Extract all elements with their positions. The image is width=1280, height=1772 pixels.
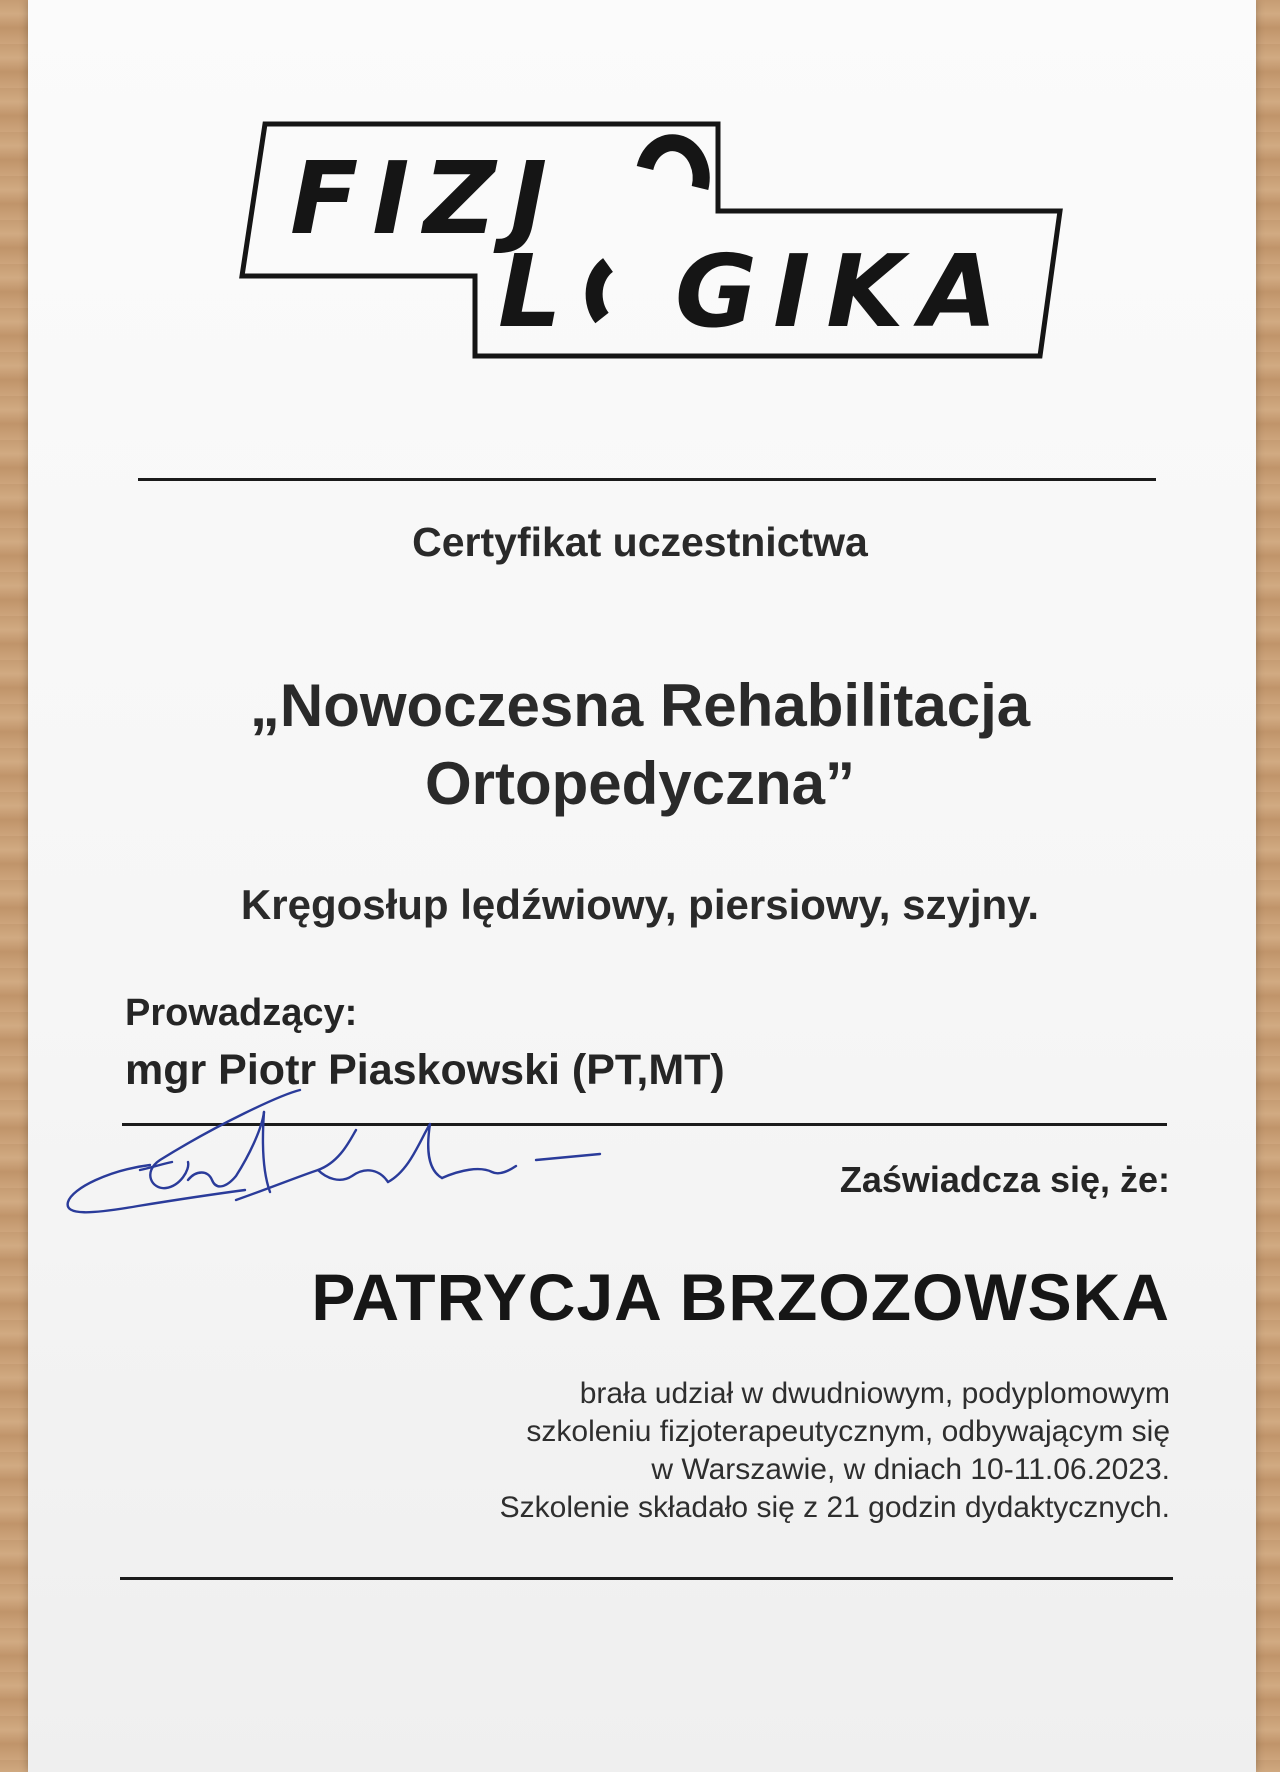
course-title-line-2: Ortopedyczna” <box>424 750 856 817</box>
description-line-2: szkoleniu fizjoterapeutycznym, odbywającym się <box>526 1415 1170 1448</box>
course-subtitle: Kręgosłup lędźwiowy, piersiowy, szyjny. <box>240 881 1040 928</box>
lecturer-name: mgr Piotr Piaskowski (PT,MT) <box>125 1046 725 1094</box>
lecturer-label: Prowadzący: <box>125 992 358 1034</box>
participant-name: PATRYCJA BRZOZOWSKA <box>311 1260 1170 1334</box>
description <box>500 1375 1170 1527</box>
certifies-label: Zaświadcza się, że: <box>839 1159 1170 1200</box>
course-title-line-1: „Nowoczesna Rehabilitacja <box>249 672 1031 739</box>
logo-text-l: L <box>498 233 562 350</box>
certificate-title: Certyfikat uczestnictwa <box>412 519 868 565</box>
logo-text-gika: GIKA <box>675 233 1014 350</box>
description-line-3: w Warszawie, w dniach 10-11.06.2023. <box>651 1453 1170 1486</box>
description-line-1: brała udział w dwudniowym, podyplomowym <box>579 1377 1170 1410</box>
description-line-4: Szkolenie składało się z 21 godzin dydaktycznych. <box>499 1491 1170 1524</box>
logo-text-fizj: FIZJ <box>290 140 562 257</box>
bottom-divider <box>120 1577 1173 1580</box>
